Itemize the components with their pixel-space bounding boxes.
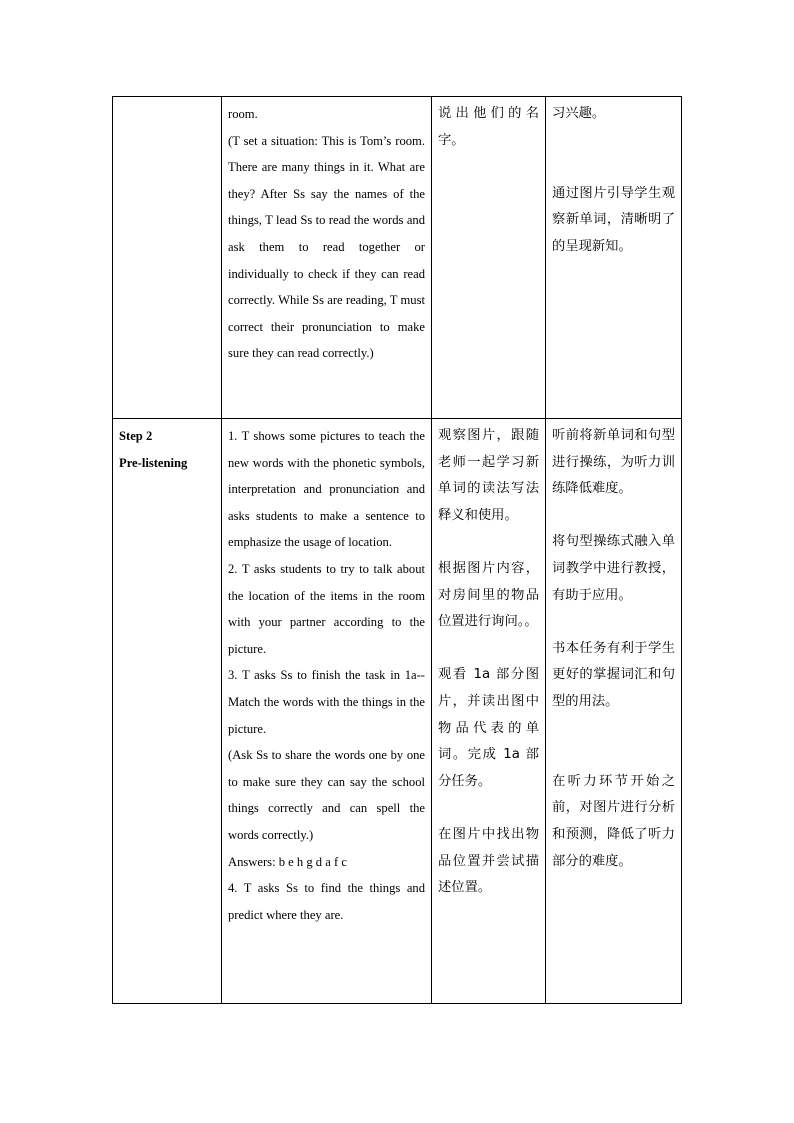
teacher-text: (Ask Ss to share the words one by one to make sure they can say the school things correctly and can spell the words correctly.) (228, 748, 425, 842)
student-activity-cell (432, 419, 546, 1004)
student-text: 根据图片内容，对房间里的物品位置进行询问。。 (438, 560, 539, 630)
step-title: Step 2 (119, 429, 153, 443)
teacher-text: 2. T asks students to try to talk about the location of the items in the room with your partner according to the picture. (228, 561, 425, 656)
purpose-text: 将句型操练式融入单词教学中进行教授，有助于应用。 (552, 534, 675, 603)
purpose-text: 通过图片引导学生观察新单词，清晰明了的呈现新知。 (552, 185, 675, 254)
lesson-plan-table (112, 96, 682, 1004)
student-text: 观看 1a 部分图片，并读出图中物品代表的单词。完成 1a 部分任务。 (438, 667, 539, 789)
purpose-text: 在听力环节开始之前，对图片进行分析和预测，降低了听力部分的难度。 (552, 773, 675, 869)
student-text: 说出他们的名字。 (438, 106, 539, 148)
step-cell (113, 419, 222, 1004)
purpose-text: 听前将新单词和句型进行操练，为听力训练降低难度。 (552, 428, 675, 497)
purpose-text: 习兴趣。 (552, 106, 606, 121)
teacher-text: 3. T asks Ss to finish the task in 1a--Match the words with the things in the picture. (228, 668, 425, 736)
answers-text: Answers: b e h g d a f c (228, 854, 347, 869)
table-row (113, 97, 682, 419)
student-activity-cell (432, 97, 546, 419)
teacher-text: (T set a situation: This is Tom’s room. There are many things in it. What are they? After Ss say the names of the things, T lead Ss to read the words and ask them to read together or individually to check if they can read correctly. While Ss are reading, T must correct their pronunciation to make sure they can read correctly.) (228, 133, 425, 361)
teacher-activity-cell (222, 97, 432, 419)
purpose-text: 书本任务有利于学生更好的掌握词汇和句型的用法。 (552, 640, 675, 709)
teacher-activity-cell (222, 419, 432, 1004)
step-cell (113, 97, 222, 419)
step-subtitle: Pre-listening (119, 455, 188, 470)
teacher-text: room. (228, 107, 258, 121)
purpose-cell (546, 419, 682, 1004)
table-row (113, 419, 682, 1004)
student-text: 在图片中找出物品位置并尝试描述位置。 (438, 826, 539, 896)
student-text: 观察图片，跟随老师一起学习新单词的读法写法释义和使用。 (438, 428, 539, 523)
teacher-text: 4. T asks Ss to find the things and predict where they are. (228, 881, 425, 922)
teacher-text: 1. T shows some pictures to teach the new words with the phonetic symbols, interpretation and pronunciation and asks students to make a sentence to emphasize the usage of location. (228, 429, 425, 550)
purpose-cell (546, 97, 682, 419)
